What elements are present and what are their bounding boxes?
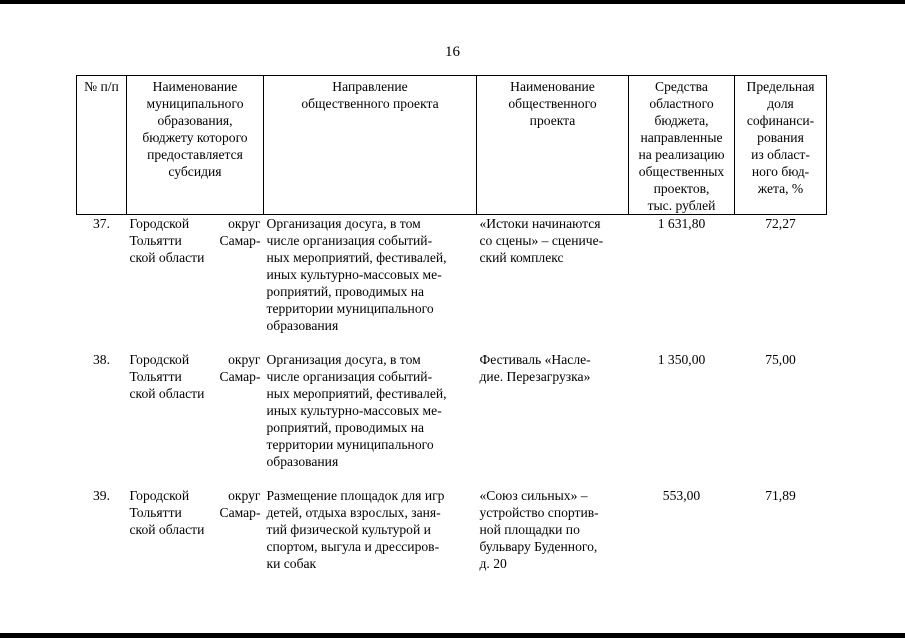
table-body xyxy=(77,215,827,573)
direction-line: иных культурно-массовых ме- xyxy=(266,267,442,282)
direction-line: ных мероприятий, фестивалей, xyxy=(266,250,447,265)
header-line: проекта xyxy=(529,113,576,128)
table-row xyxy=(77,487,827,572)
direction-line: детей, отдыха взрослых, заня- xyxy=(266,505,441,520)
direction-line: образования xyxy=(266,454,339,469)
municipality-word: округ xyxy=(228,488,261,503)
amount-cell: 553,00 xyxy=(662,488,701,503)
direction-line: Организация досуга, в том xyxy=(266,216,421,231)
direction-line: иных культурно-массовых ме- xyxy=(266,403,442,418)
direction-line: тий физической культурой и xyxy=(266,522,431,537)
share-cell: 71,89 xyxy=(765,488,796,503)
project-cell xyxy=(477,351,629,487)
share-cell: 72,27 xyxy=(765,216,796,231)
project-line: «Истоки начинаются xyxy=(479,216,601,231)
subsidy-table xyxy=(76,75,827,572)
project-line: ский комплекс xyxy=(479,250,564,265)
municipality-cell xyxy=(127,215,264,352)
header-line: муниципального xyxy=(146,96,244,111)
header-line: общественного xyxy=(508,96,597,111)
row-number: 39. xyxy=(93,488,110,503)
header-line: Средства xyxy=(655,79,708,94)
header-line: проектов, xyxy=(653,181,710,196)
municipality-line xyxy=(130,521,261,538)
project-line: бульвару Буденного, xyxy=(479,539,598,554)
share-cell: 75,00 xyxy=(765,352,796,367)
header-cell-amount xyxy=(629,76,735,215)
header-line: предоставляется xyxy=(147,147,243,162)
row-number: 37. xyxy=(93,216,110,231)
direction-line: ки собак xyxy=(266,556,317,571)
municipality-line xyxy=(130,215,261,232)
header-cell-project xyxy=(477,76,629,215)
project-line: ной площадки по xyxy=(479,522,580,537)
header-line: образования, xyxy=(157,113,233,128)
header-line: общественного проекта xyxy=(301,96,439,111)
municipality-word: Городской xyxy=(129,352,190,367)
project-line: д. 20 xyxy=(479,556,507,571)
direction-line: Организация досуга, в том xyxy=(266,352,421,367)
municipality-word: Тольятти xyxy=(129,505,182,520)
table-row xyxy=(77,215,827,352)
direction-cell xyxy=(264,215,477,352)
direction-line: территории муниципального xyxy=(266,437,434,452)
direction-line: территории муниципального xyxy=(266,301,434,316)
header-line: жета, % xyxy=(757,181,804,196)
direction-line: Размещение площадок для игр xyxy=(266,488,445,503)
municipality-word: ской области xyxy=(129,522,205,537)
municipality-word: Городской xyxy=(129,216,190,231)
direction-line: образования xyxy=(266,318,339,333)
header-line: доля xyxy=(767,96,794,111)
municipality-line xyxy=(130,487,261,504)
header-line: Наименование xyxy=(510,79,595,94)
header-line: на реализацию xyxy=(638,147,725,162)
header-line: из област- xyxy=(751,147,810,162)
direction-cell xyxy=(264,487,477,572)
project-line: «Союз сильных» – xyxy=(479,488,588,503)
project-cell xyxy=(477,487,629,572)
municipality-line xyxy=(130,249,261,266)
direction-line: ных мероприятий, фестивалей, xyxy=(266,386,447,401)
header-cell-direction xyxy=(264,76,477,215)
header-line: Наименование xyxy=(152,79,238,94)
header-line: Предельная xyxy=(746,79,815,94)
row-number: 38. xyxy=(93,352,110,367)
page-number: 16 xyxy=(445,44,460,60)
header-cell-number xyxy=(77,76,127,215)
project-line: устройство спортив- xyxy=(479,505,599,520)
top-scan-border xyxy=(0,0,905,4)
amount-cell: 1 350,00 xyxy=(657,352,706,367)
header-line: общественных xyxy=(638,164,725,179)
municipality-word: округ xyxy=(228,352,261,367)
municipality-word: Городской xyxy=(129,488,190,503)
header-line: областного xyxy=(649,96,714,111)
municipality-word: Самар- xyxy=(219,233,261,248)
header-line: софинанси- xyxy=(746,113,815,128)
direction-line: роприятий, проводимых на xyxy=(266,284,425,299)
direction-line: роприятий, проводимых на xyxy=(266,420,425,435)
project-line: дие. Перезагрузка» xyxy=(479,369,591,384)
direction-cell xyxy=(264,351,477,487)
header-line: Направление xyxy=(332,79,408,94)
amount-cell: 1 631,80 xyxy=(657,216,706,231)
header-line: направленные xyxy=(640,130,723,145)
municipality-word: округ xyxy=(228,216,261,231)
direction-line: спортом, выгула и дрессиров- xyxy=(266,539,440,554)
municipality-word: Самар- xyxy=(219,369,261,384)
header-line: ного бюд- xyxy=(751,164,810,179)
header-cell-municipality xyxy=(127,76,264,215)
municipality-cell xyxy=(127,487,264,572)
direction-line: числе организация событий- xyxy=(266,233,433,248)
project-line: Фестиваль «Насле- xyxy=(479,352,591,367)
project-line: со сцены» – сцениче- xyxy=(479,233,604,248)
direction-line: числе организация событий- xyxy=(266,369,433,384)
municipality-word: Тольятти xyxy=(129,369,182,384)
table-header-row xyxy=(77,76,827,215)
municipality-word: Самар- xyxy=(219,505,261,520)
table-row xyxy=(77,351,827,487)
header-line: бюджета, xyxy=(654,113,709,128)
municipality-line xyxy=(130,368,261,385)
municipality-word: Тольятти xyxy=(129,233,182,248)
municipality-line xyxy=(130,232,261,249)
header-line: тыс. рублей xyxy=(647,198,716,213)
header-line: субсидия xyxy=(168,164,222,179)
project-cell xyxy=(477,215,629,352)
header-line: бюджету которого xyxy=(142,130,248,145)
municipality-word: ской области xyxy=(129,386,205,401)
header-cell-share xyxy=(735,76,827,215)
bottom-scan-border xyxy=(0,633,905,638)
municipality-line xyxy=(130,351,261,368)
municipality-cell xyxy=(127,351,264,487)
municipality-word: ской области xyxy=(129,250,205,265)
header-line: рования xyxy=(757,130,804,145)
header-line: № п/п xyxy=(84,79,119,94)
municipality-line xyxy=(130,504,261,521)
municipality-line xyxy=(130,385,261,402)
